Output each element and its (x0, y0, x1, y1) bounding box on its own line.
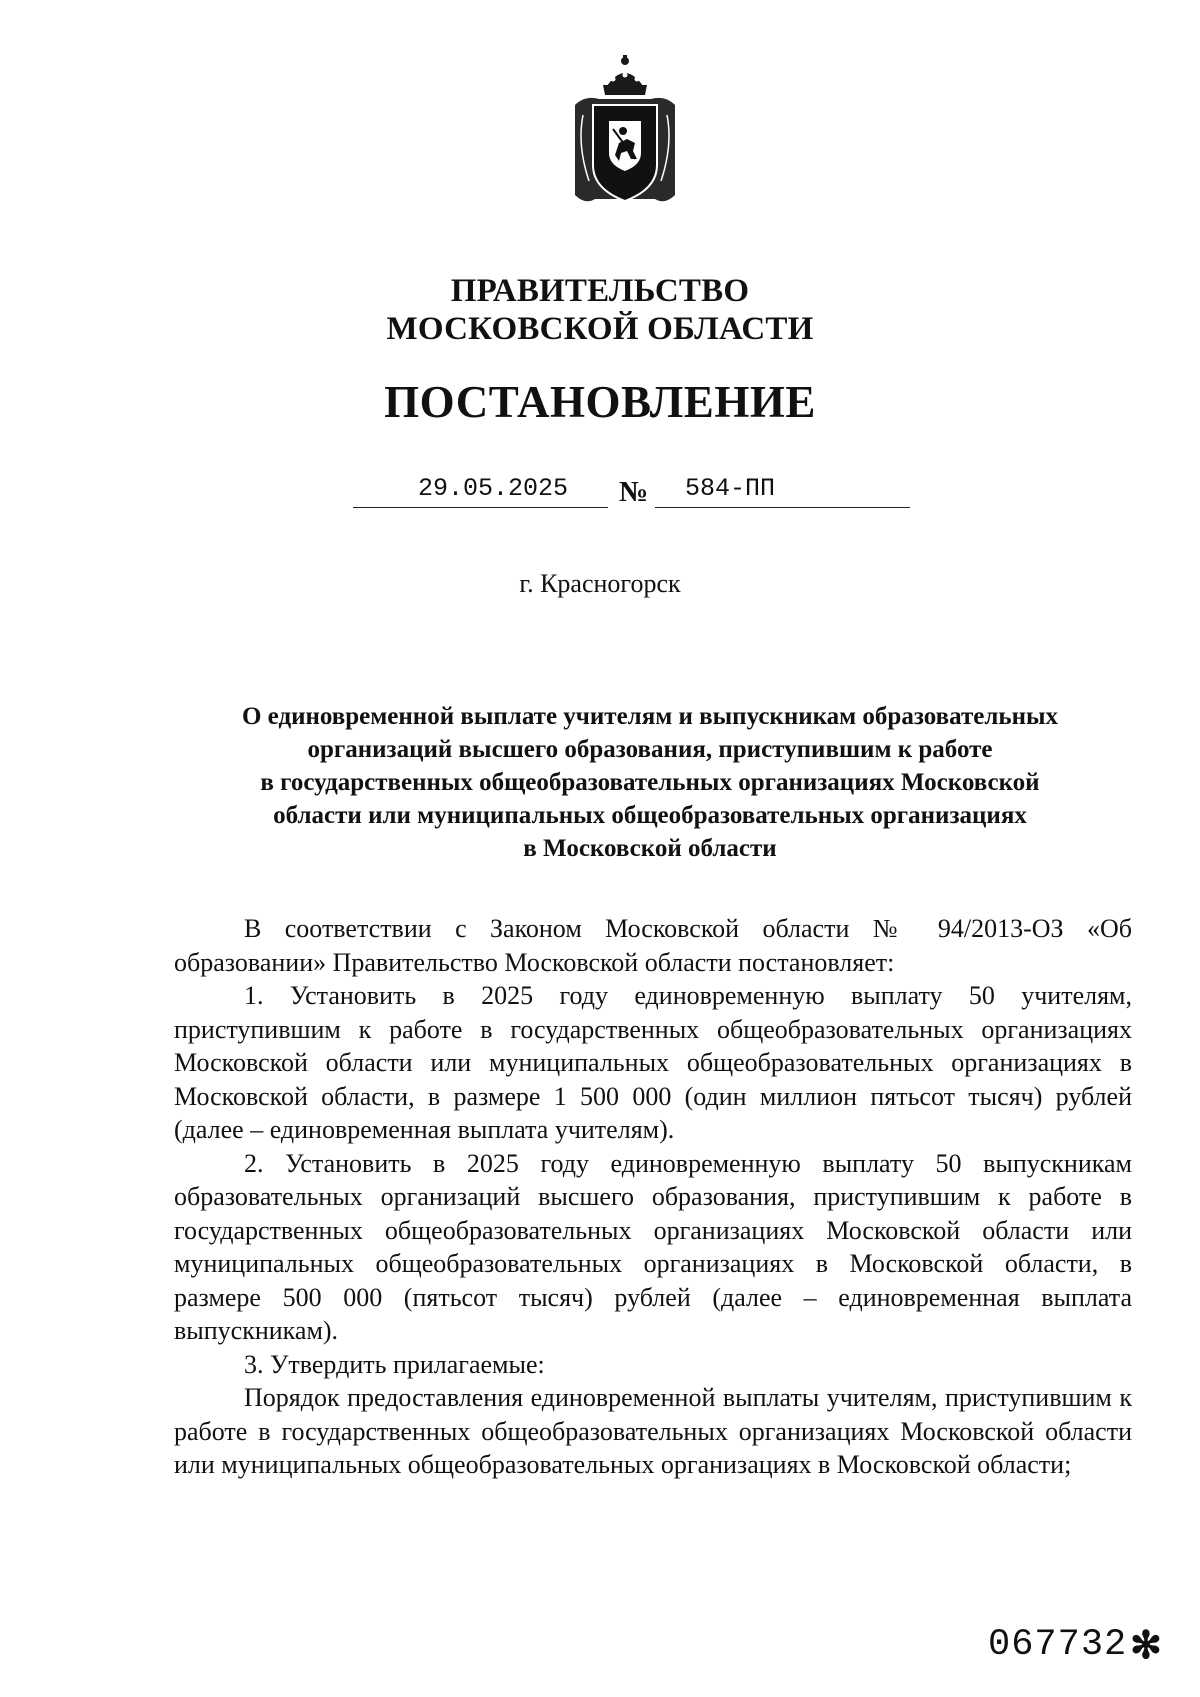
document-subject (170, 700, 1130, 865)
clause-3-paragraph: 3. Утвердить прилагаемые: (244, 1349, 545, 1379)
document-number-field (655, 471, 910, 508)
clause-2-paragraph: 2. Установить в 2025 году единовременную выплату 50 выпускникам образовательных организаций высшего образования, приступившим к работе в государственных общеобразовательных организациях Московской области или муниципальных общеобразовательных организациях в Московской области, в размере 500 000 (пятьсот тысяч) рублей (далее – единовременная выплата выпускникам). (174, 1148, 1132, 1345)
coat-of-arms-icon (565, 55, 685, 215)
subject-line: области или муниципальных общеобразовательных организациях (273, 802, 1027, 829)
city-of-issue: г. Красногорск (519, 569, 681, 598)
government-title-line-2: МОСКОВСКОЙ ОБЛАСТИ (386, 311, 814, 347)
document-type-title: ПОСТАНОВЛЕНИЕ (384, 377, 816, 427)
serial-number: 067732 (988, 1624, 1128, 1666)
procedure-item-paragraph: Порядок предоставления единовременной выплаты учителям, приступившим к работе в государственных общеобразовательных организациях Московской области или муниципальных общеобразовательных организациях в Московской области; (174, 1383, 1132, 1479)
document-date: 29.05.2025 (417, 474, 568, 503)
subject-line: организаций высшего образования, приступившим к работе (307, 736, 993, 763)
subject-line: в Московской области (523, 835, 777, 862)
serial-mark-icon: ✻ (1130, 1625, 1162, 1667)
preamble-paragraph: В соответствии с Законом Московской области № 94/2013-ОЗ «Об образовании» Правительство Московской области постановляет: (174, 914, 1132, 977)
government-title-line-1: ПРАВИТЕЛЬСТВО (450, 273, 750, 309)
number-sign: № (619, 476, 649, 508)
document-body (174, 912, 1132, 1482)
clause-1-paragraph: 1. Установить в 2025 году единовременную выплату 50 учителям, приступившим к работе в государственных общеобразовательных организациях Московской области или муниципальных общеобразовательных организациях в Московской области, в размере 1 500 000 (один миллион пятьсот тысяч) рублей (далее – единовременная выплата учителям). (174, 981, 1132, 1144)
subject-line: в государственных общеобразовательных организациях Московской (260, 769, 1040, 796)
document-date-field (353, 471, 608, 508)
document-number: 584-ПП (685, 474, 776, 503)
subject-line: О единовременной выплате учителям и выпускникам образовательных (241, 703, 1059, 730)
